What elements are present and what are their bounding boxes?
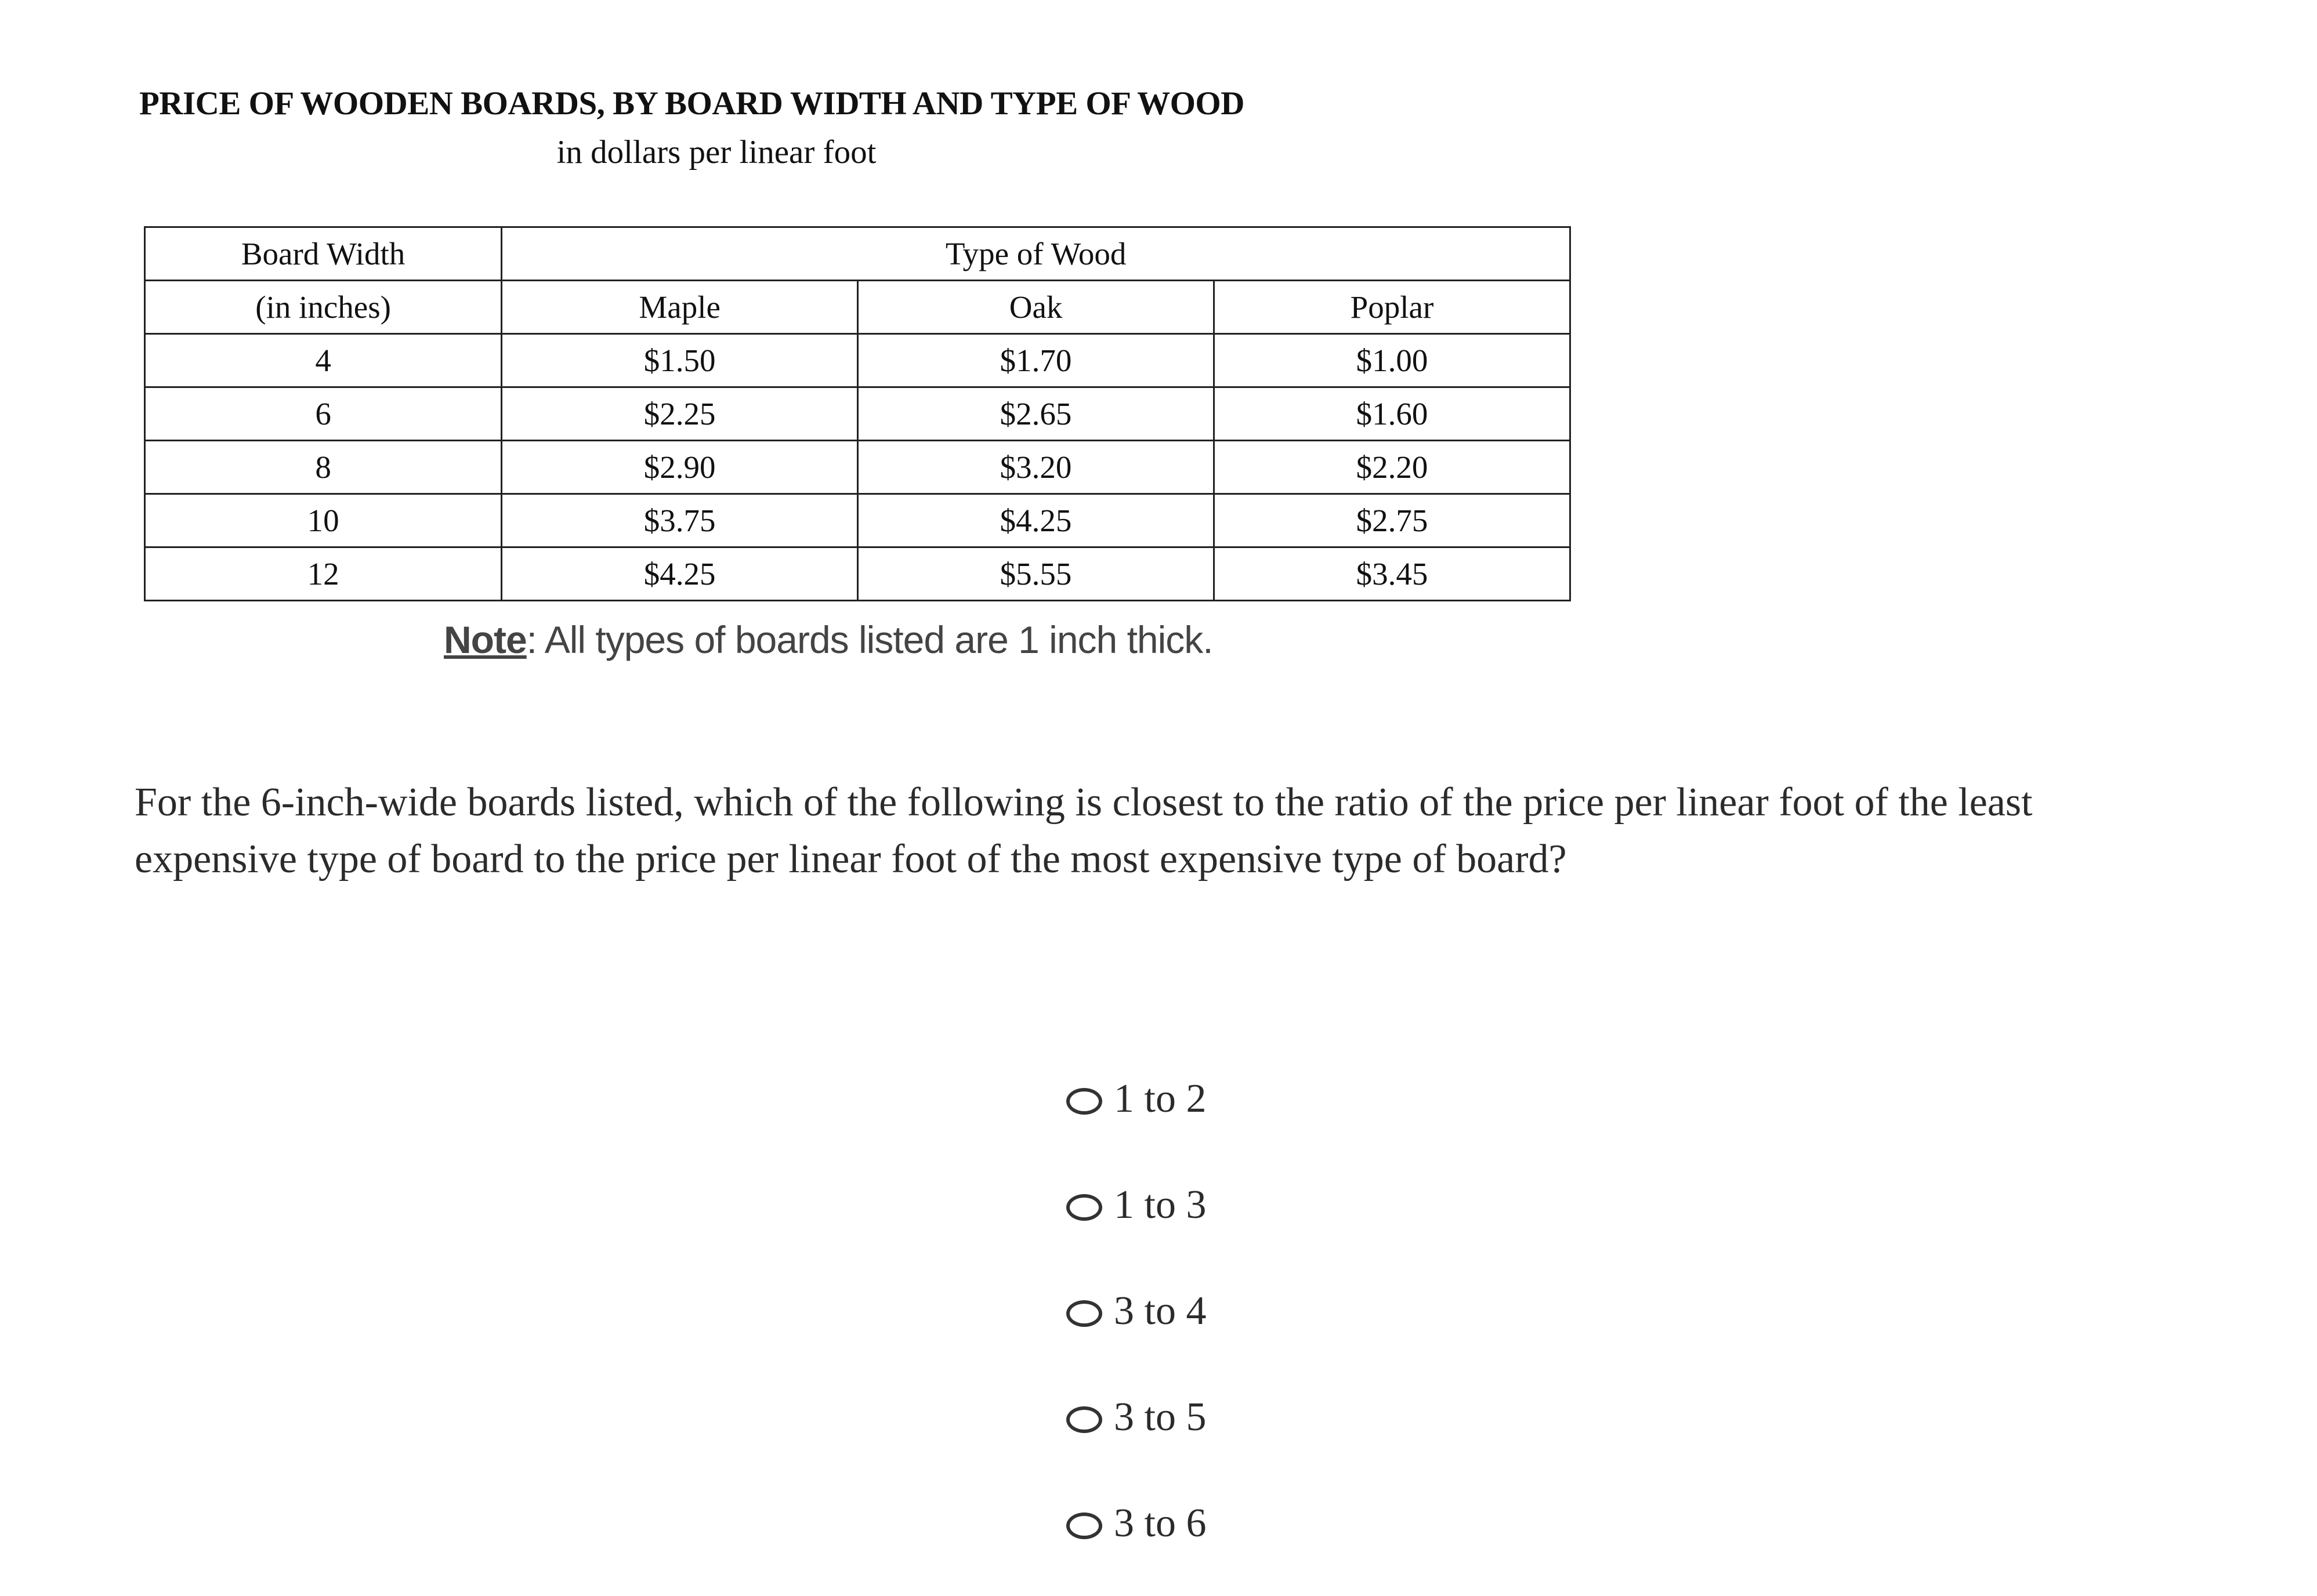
cell-maple: $4.25 bbox=[502, 547, 858, 601]
table-figure bbox=[139, 75, 1578, 679]
cell-maple: $1.50 bbox=[502, 334, 858, 387]
table-header-row-2 bbox=[145, 281, 1570, 334]
note-text: : All types of boards listed are 1 inch thick. bbox=[526, 618, 1213, 661]
cell-oak: $5.55 bbox=[858, 547, 1214, 601]
cell-width: 10 bbox=[145, 494, 502, 547]
cell-poplar: $2.20 bbox=[1214, 441, 1570, 494]
cell-oak: $4.25 bbox=[858, 494, 1214, 547]
cell-maple: $3.75 bbox=[502, 494, 858, 547]
header-oak: Oak bbox=[858, 281, 1214, 334]
radio-button-icon[interactable] bbox=[1066, 1512, 1102, 1539]
table-row bbox=[145, 387, 1570, 441]
cell-poplar: $3.45 bbox=[1214, 547, 1570, 601]
cell-poplar: $1.60 bbox=[1214, 387, 1570, 441]
cell-width: 8 bbox=[145, 441, 502, 494]
choice-label[interactable]: 3 to 5 bbox=[1114, 1395, 1207, 1439]
cell-width: 6 bbox=[145, 387, 502, 441]
choice-label[interactable]: 1 to 2 bbox=[1114, 1076, 1207, 1121]
choice-3-to-6[interactable] bbox=[1066, 1500, 1206, 1547]
table-header-row-1 bbox=[145, 227, 1570, 281]
cell-maple: $2.25 bbox=[502, 387, 858, 441]
note-label: Note bbox=[444, 618, 527, 661]
cell-maple: $2.90 bbox=[502, 441, 858, 494]
cell-width: 4 bbox=[145, 334, 502, 387]
cell-poplar: $1.00 bbox=[1214, 334, 1570, 387]
choice-label[interactable]: 1 to 3 bbox=[1114, 1183, 1207, 1227]
header-board-width: Board Width bbox=[145, 227, 502, 281]
choice-3-to-4[interactable] bbox=[1066, 1288, 1206, 1334]
choice-3-to-5[interactable] bbox=[1066, 1394, 1206, 1441]
choice-1-to-3[interactable] bbox=[1066, 1182, 1206, 1228]
cell-width: 12 bbox=[145, 547, 502, 601]
choice-1-to-2[interactable] bbox=[1066, 1076, 1206, 1122]
table-row bbox=[145, 547, 1570, 601]
cell-poplar: $2.75 bbox=[1214, 494, 1570, 547]
table-row bbox=[145, 441, 1570, 494]
question-text: For the 6-inch-wide boards listed, which of the following is closest to the ratio of the price per linear foot of the least expensive type of board to the price per linear foot of the most expensive type of board? bbox=[135, 780, 2033, 882]
cell-oak: $3.20 bbox=[858, 441, 1214, 494]
table-subtitle: in dollars per linear foot bbox=[556, 134, 877, 171]
header-type-of-wood: Type of Wood bbox=[502, 227, 1570, 281]
radio-button-icon[interactable] bbox=[1066, 1406, 1102, 1433]
cell-oak: $1.70 bbox=[858, 334, 1214, 387]
radio-button-icon[interactable] bbox=[1066, 1088, 1102, 1115]
table-row bbox=[145, 494, 1570, 547]
table-note bbox=[444, 618, 1213, 662]
cell-oak: $2.65 bbox=[858, 387, 1214, 441]
radio-button-icon[interactable] bbox=[1066, 1300, 1102, 1327]
table-row bbox=[145, 334, 1570, 387]
header-poplar: Poplar bbox=[1214, 281, 1570, 334]
price-table bbox=[144, 226, 1571, 601]
choice-label[interactable]: 3 to 4 bbox=[1114, 1289, 1207, 1333]
radio-button-icon[interactable] bbox=[1066, 1194, 1102, 1221]
choice-label[interactable]: 3 to 6 bbox=[1114, 1501, 1207, 1546]
header-units: (in inches) bbox=[145, 281, 502, 334]
table-title: PRICE OF WOODEN BOARDS, BY BOARD WIDTH AND TYPE OF WOOD bbox=[139, 85, 1244, 122]
header-maple: Maple bbox=[502, 281, 858, 334]
